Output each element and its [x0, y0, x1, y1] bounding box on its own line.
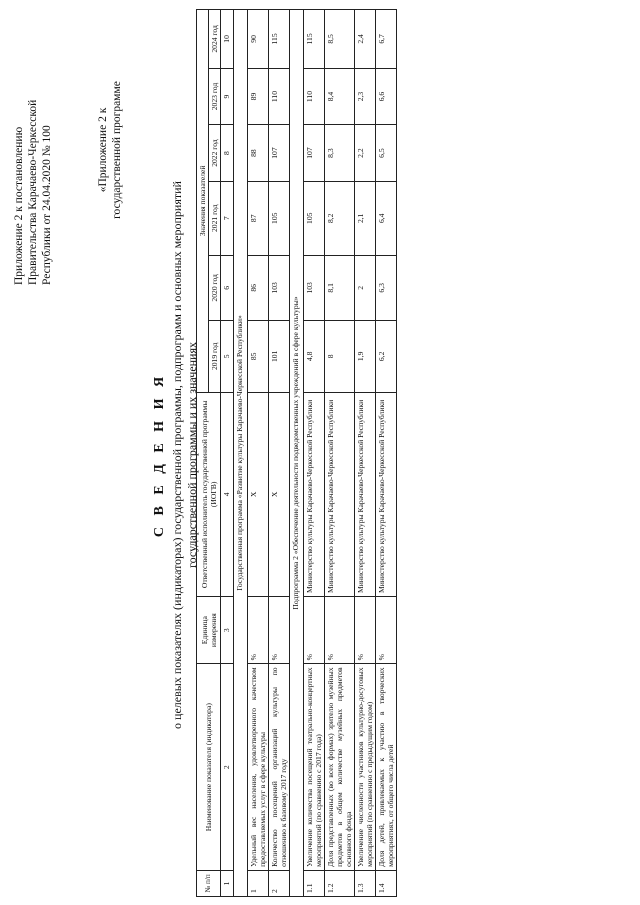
- value-cell: 2,2: [355, 125, 376, 182]
- decree-line-1: Приложение 2 к постановлению: [13, 126, 25, 285]
- value-cell: 105: [269, 181, 290, 255]
- indicator-executor: Министерство культуры Карачаево-Черкесской Республики: [355, 392, 376, 596]
- indicator-name: Удельный вес населения, удовлетворенного качеством предоставляемых услуг в сфере культуры: [248, 664, 269, 871]
- indicator-name: Доля детей, привлекаемых к участию в творческих мероприятиях, от общего числа детей: [376, 664, 397, 871]
- value-cell: 2,1: [355, 181, 376, 255]
- row-num: 2: [269, 870, 290, 896]
- value-cell: 105: [304, 181, 325, 255]
- document-title: С В Е Д Е Н И Я: [152, 372, 167, 538]
- subtitle-line-2: государственной программы и их значениях: [185, 341, 199, 569]
- value-cell: 6,6: [376, 68, 397, 125]
- column-number: 10: [221, 10, 234, 69]
- indicator-unit: %: [269, 597, 290, 664]
- value-cell: 110: [269, 68, 290, 125]
- value-cell: 107: [269, 125, 290, 182]
- indicator-unit: %: [304, 597, 325, 664]
- value-cell: 2,4: [355, 10, 376, 69]
- column-number: 3: [221, 597, 234, 664]
- indicator-name: Увеличение количества посещений театрально-концертных мероприятий (по сравнению с 2017 года): [304, 664, 325, 871]
- value-cell: 103: [269, 255, 290, 320]
- header-row-1: [197, 10, 209, 897]
- decree-reference: [12, 15, 54, 285]
- value-cell: 8: [325, 320, 355, 392]
- value-cell: 6,5: [376, 125, 397, 182]
- value-cell: 86: [248, 255, 269, 320]
- column-number: 2: [221, 664, 234, 871]
- indicator-unit: %: [355, 597, 376, 664]
- program-title: Государственная программа «Развитие культуры Карачаево-Черкесской Республики»: [234, 10, 248, 897]
- value-cell: 1,9: [355, 320, 376, 392]
- value-cell: 6,2: [376, 320, 397, 392]
- indicator-executor: Министерство культуры Карачаево-Черкесской Республики: [376, 392, 397, 596]
- decree-line-3: Республики от 24.04.2020 № 100: [41, 125, 53, 285]
- header-executor: Ответственный исполнитель государственной программы (ИОГВ): [197, 392, 221, 596]
- value-cell: 110: [304, 68, 325, 125]
- indicator-executor: Х: [248, 392, 269, 596]
- value-cell: 85: [248, 320, 269, 392]
- table-row: [355, 10, 376, 897]
- indicator-name: Увеличение численности участников культурно-досуговых мероприятий (по сравнению с предыдущим годом): [355, 664, 376, 871]
- column-number: 4: [221, 392, 234, 596]
- row-num: 1.4: [376, 870, 397, 896]
- column-number: 5: [221, 320, 234, 392]
- indicator-unit: %: [248, 597, 269, 664]
- header-year: 2019 год: [209, 320, 221, 392]
- header-year: 2020 год: [209, 255, 221, 320]
- column-number: 7: [221, 181, 234, 255]
- appendix-line-2: государственной программе: [111, 81, 123, 219]
- value-cell: 6,7: [376, 10, 397, 69]
- header-year: 2023 год: [209, 68, 221, 125]
- row-num: 1.2: [325, 870, 355, 896]
- column-number: 8: [221, 125, 234, 182]
- indicators-table: [196, 9, 397, 897]
- indicator-unit: %: [376, 597, 397, 664]
- table-row: [304, 10, 325, 897]
- row-num: 1.1: [304, 870, 325, 896]
- value-cell: 89: [248, 68, 269, 125]
- indicator-name: Доля представленных (во всех формах) зрителю музейных предметов в общем количестве музейных предметов основного фонда: [325, 664, 355, 871]
- column-number: 1: [221, 870, 234, 896]
- subprogram-title-row: [290, 10, 304, 897]
- header-year: 2022 год: [209, 125, 221, 182]
- header-year: 2021 год: [209, 181, 221, 255]
- program-title-row: [234, 10, 248, 897]
- indicator-name: Количество посещений организаций культуры по отношению к базовому 2017 году: [269, 664, 290, 871]
- table-row: [269, 10, 290, 897]
- value-cell: 8,5: [325, 10, 355, 69]
- row-num: 1.3: [355, 870, 376, 896]
- value-cell: 6,3: [376, 255, 397, 320]
- value-cell: 2,3: [355, 68, 376, 125]
- value-cell: 87: [248, 181, 269, 255]
- indicator-executor: Министерство культуры Карачаево-Черкесской Республики: [304, 392, 325, 596]
- subtitle-line-1: о целевых показателях (индикаторах) государственной программы, подпрограмм и основных мероприятий: [170, 181, 184, 729]
- table-row: [376, 10, 397, 897]
- value-cell: 115: [269, 10, 290, 69]
- value-cell: 2: [355, 255, 376, 320]
- value-cell: 101: [269, 320, 290, 392]
- value-cell: 103: [304, 255, 325, 320]
- table-row: [248, 10, 269, 897]
- value-cell: 8,2: [325, 181, 355, 255]
- value-cell: 90: [248, 10, 269, 69]
- header-year: 2024 год: [209, 10, 221, 69]
- row-num: 1: [248, 870, 269, 896]
- table-row: [325, 10, 355, 897]
- header-values-group: Значения показателей: [197, 10, 209, 393]
- header-name: Наименование показателя (индикатора): [197, 664, 221, 871]
- header-num: № п/п: [197, 870, 221, 896]
- value-cell: 8,3: [325, 125, 355, 182]
- subprogram-title: Подпрограмма 2 «Обеспечение деятельности подведомственных учреждений в сфере культуры»: [290, 10, 304, 897]
- column-number-row: [221, 10, 234, 897]
- value-cell: 88: [248, 125, 269, 182]
- document-heading: [152, 25, 200, 885]
- indicator-executor: Х: [269, 392, 290, 596]
- value-cell: 8,4: [325, 68, 355, 125]
- column-number: 9: [221, 68, 234, 125]
- appendix-reference: [96, 15, 124, 285]
- indicator-executor: Министерство культуры Карачаево-Черкесской Республики: [325, 392, 355, 596]
- value-cell: 107: [304, 125, 325, 182]
- value-cell: 8,1: [325, 255, 355, 320]
- decree-line-2: Правительства Карачаево-Черкесской: [27, 99, 39, 285]
- appendix-line-1: «Приложение 2 к: [97, 107, 109, 193]
- indicator-unit: %: [325, 597, 355, 664]
- value-cell: 4,8: [304, 320, 325, 392]
- column-number: 6: [221, 255, 234, 320]
- header-unit: Единица измерения: [197, 597, 221, 664]
- value-cell: 115: [304, 10, 325, 69]
- value-cell: 6,4: [376, 181, 397, 255]
